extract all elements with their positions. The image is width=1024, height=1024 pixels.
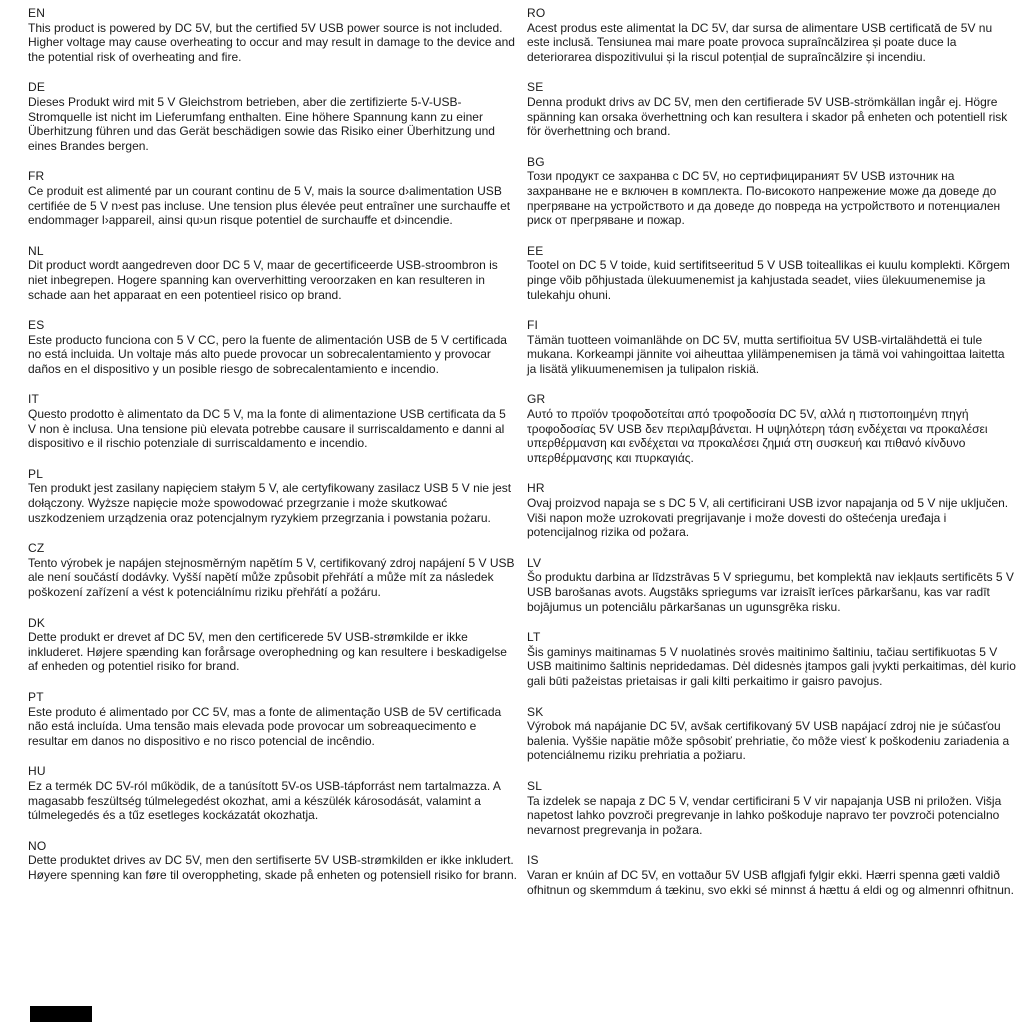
language-code-label: NO (28, 838, 47, 853)
language-section-no (28, 839, 517, 883)
language-code-label: ES (28, 318, 45, 333)
language-code-label: IT (28, 392, 40, 407)
language-section-hr (527, 481, 1016, 539)
warning-text: Tento výrobek je napájen stejnosměrným napětím 5 V, certifikovaný zdroj napájení 5 V USB ale není součástí dodávky. Vyšší napětí může způsobit přehřátí a může mít za následek poškození zařízení a vést k potenciálnímu riziku přehřátí a požáru. (28, 555, 515, 599)
language-code-label: DK (28, 615, 46, 630)
warning-text: Acest produs este alimentat la DC 5V, dar sursa de alimentare USB certificată de 5V nu este inclusă. Tensiunea mai mare poate provoca supraîncălzirea și poate duce la deteriorarea dispozitivului și la riscul potențial de supraîncălzire și incendiu. (527, 20, 993, 64)
warning-text: This product is powered by DC 5V, but the certified 5V USB power source is not included. Higher voltage may cause overheating to occur and may result in damage to the device and the potential risk of overheating and fire. (28, 20, 515, 64)
language-section-nl (28, 244, 517, 302)
language-code-label: SE (527, 80, 544, 95)
language-section-pt (28, 690, 517, 748)
language-code-label: SL (527, 778, 543, 793)
warning-text: Този продукт се захранва с DC 5V, но сертифицираният 5V USB източник на захранване не е включен в комплекта. По-високото напрежение може да доведе до прегряване на устройството и да доведе до повреда на устройството и потенциален риск от прегряване и пожар. (527, 169, 1001, 228)
language-code-label: EE (527, 243, 544, 258)
warning-text: Questo prodotto è alimentato da DC 5 V, ma la fonte di alimentazione USB certificata da 5 V non è inclusa. Una tensione più elevata potrebbe causare il surriscaldamento e danni al dispositivo e il rischio potenziale di surriscaldamento e incendio. (28, 407, 506, 451)
language-section-hu (28, 764, 517, 822)
warning-text: Ten produkt jest zasilany napięciem stałym 5 V, ale certyfikowany zasilacz USB 5 V nie jest dołączony. Wyższe napięcie może spowodować przegrzanie i może skutkować uszkodzeniem urządzenia oraz potencjalnym ryzykiem przegrzania i powstania pożaru. (28, 481, 512, 525)
language-section-dk (28, 616, 517, 674)
column-right (527, 6, 1016, 913)
warning-text: Výrobok má napájanie DC 5V, avšak certifikovaný 5V USB napájací zdroj nie je súčasťou balenia. Vyššie napätie môže spôsobiť prehriatie, čo môže viesť k poškodeniu zariadenia a potenciálnemu riziku prehriatia a požiaru. (527, 719, 1010, 763)
column-left (28, 6, 517, 913)
warning-text: Dit product wordt aangedreven door DC 5 V, maar de gecertificeerde USB-stroombron is niet inbegrepen. Hogere spanning kan oververhitting veroorzaken en kan resulteren in schade aan het apparaat en een potentieel risico op brand. (28, 258, 498, 302)
language-code-label: IS (527, 853, 539, 868)
warning-text: Dette produkt er drevet af DC 5V, men den certificerede 5V USB-strømkilde er ikke inkluderet. Højere spænding kan forårsage overophedning og kan resultere i beskadigelse af enheden og potentiel risiko for brand. (28, 630, 507, 674)
language-section-de (28, 80, 517, 153)
language-section-fr (28, 169, 517, 227)
language-section-se (527, 80, 1016, 138)
language-section-cz (28, 541, 517, 599)
warning-text: Tootel on DC 5 V toide, kuid sertifitseeritud 5 V USB toiteallikas ei kuulu komplekti. Kõrgem pinge võib põhjustada ülekuumenemist ja kahjustada seadet, viies ülekuumenemise ja tulekahju ohuni. (527, 258, 1010, 302)
language-section-is (527, 853, 1016, 897)
language-section-bg (527, 155, 1016, 228)
warning-text: Ta izdelek se napaja z DC 5 V, vendar certificirani 5 V vir napajanja USB ni priložen. Višja napetost lahko povzroči pregrevanje in lahko poškoduje napravo ter povzroči potencialno nevarnost pregrevanja in požara. (527, 793, 1002, 837)
language-section-ee (527, 244, 1016, 302)
language-code-label: HR (527, 481, 545, 496)
language-section-lt (527, 630, 1016, 688)
language-section-it (28, 392, 517, 450)
language-section-es (28, 318, 517, 376)
language-code-label: LV (527, 555, 542, 570)
page-marker (30, 1006, 92, 1022)
language-section-en (28, 6, 517, 64)
language-code-label: EN (28, 6, 46, 20)
warning-text: Este producto funciona con 5 V CC, pero la fuente de alimentación USB de 5 V certificada no está incluida. Un voltaje más alto puede provocar un sobrecalentamiento y provocar daños en el dispositivo y un posible riesgo de sobrecalentamiento e incendio. (28, 332, 507, 376)
language-section-gr (527, 392, 1016, 465)
language-code-label: FR (28, 169, 45, 184)
warning-text: Šis gaminys maitinamas 5 V nuolatinės srovės maitinimo šaltiniu, tačiau sertifikuotas 5 V USB maitinimo šaltinis nepridedamas. Dėl didesnės įtampos gali įvykti perkaitimas, dėl kurio gali būti pažeistas prietaisas ir gali kilti perkaitimo ir gaisro pavojus. (527, 644, 1016, 688)
language-code-label: FI (527, 318, 539, 333)
language-section-sk (527, 705, 1016, 763)
language-code-label: PL (28, 466, 44, 481)
warning-text: Tämän tuotteen voimanlähde on DC 5V, mutta sertifioitua 5V USB-virtalähdettä ei tule mukana. Korkeampi jännite voi aiheuttaa ylilämpenemisen ja tämä voi vahingoittaa laitetta ja lisätä ylikuumenemisen ja tulipalon riskiä. (527, 332, 1005, 376)
warning-text: Dette produktet drives av DC 5V, men den sertifiserte 5V USB-strømkilden er ikke inkludert. Høyere spenning kan føre til overoppheting, skade på enheten og potensiell risiko for brann. (28, 853, 517, 882)
language-code-label: DE (28, 80, 46, 95)
language-code-label: CZ (28, 541, 45, 556)
warning-text: Ez a termék DC 5V-ról működik, de a tanúsított 5V-os USB-tápforrást nem tartalmazza. A magasabb feszültség túlmelegedést okozhat, ami a készülék károsodását, valamint a túlmelegedés és a tűz esetleges kockázatát okozhatja. (28, 778, 501, 823)
warning-text: Ovaj proizvod napaja se s DC 5 V, ali certificirani USB izvor napajanja od 5 V nije uključen. Viši napon može uzrokovati pregrijavanje i može dovesti do oštećenja uređaja i potencijalnog rizika od požara. (527, 496, 1009, 540)
language-section-fi (527, 318, 1016, 376)
language-code-label: SK (527, 704, 544, 719)
language-code-label: BG (527, 154, 545, 169)
language-code-label: LT (527, 630, 541, 645)
language-code-label: HU (28, 764, 46, 779)
language-code-label: PT (28, 689, 44, 704)
warning-text: Dieses Produkt wird mit 5 V Gleichstrom betrieben, aber die zertifizierte 5-V-USB-Stromquelle ist nicht im Lieferumfang enthalten. Eine höhere Spannung kann zu einer Überhitzung führen und das Gerät beschädigen sowie das Risiko einer Überhitzung und eines Brandes bergen. (28, 94, 495, 153)
warning-text: Αυτό το προϊόν τροφοδοτείται από τροφοδοσία DC 5V, αλλά η πιστοποιημένη πηγή τροφοδοσίας 5V USB δεν περιλαμβάνεται. Η υψηλότερη τάση ενδέχεται να προκαλέσει υπερθέρμανση και ενδέχεται να προκαλέσει ζημιά στη συσκευή και πιθανό κίνδυνο υπερθέρμανσης και πυρκαγιάς. (527, 407, 988, 465)
warning-text: Ce produit est alimenté par un courant continu de 5 V, mais la source d›alimentation USB certifiée de 5 V n›est pas incluse. Une tension plus élevée peut entraîner une surchauffe et endommager l›appareil, ainsi qu›un risque potentiel de surchauffe et d›incendie. (28, 183, 511, 228)
warning-text: Este produto é alimentado por CC 5V, mas a fonte de alimentação USB de 5V certificada não está incluída. Uma tensão mais elevada pode provocar um sobreaquecimento e resultar em danos no dispositivo e no risco potencial de incêndio. (28, 704, 502, 748)
warning-text: Šo produktu darbina ar līdzstrāvas 5 V spriegumu, bet komplektā nav iekļauts sertificēts 5 V USB barošanas avots. Augstāks spriegums var izraisīt ierīces pārkaršanu, kas var radīt bojājumus un potenciālu pārkaršanas un ugunsgrēka risku. (527, 570, 1014, 614)
language-code-label: NL (28, 243, 44, 258)
language-section-ro (527, 6, 1016, 64)
language-section-lv (527, 556, 1016, 614)
warning-text: Denna produkt drivs av DC 5V, men den certifierade 5V USB-strömkällan ingår ej. Högre spänning kan orsaka överhettning och kan resultera i skador på enheten och potentiell risk för överhettning och brand. (527, 94, 1008, 139)
language-code-label: GR (527, 392, 546, 407)
language-section-sl (527, 779, 1016, 837)
language-code-label: RO (527, 6, 546, 20)
language-section-pl (28, 467, 517, 525)
warning-text: Varan er knúin af DC 5V, en vottaður 5V USB aflgjafi fylgir ekki. Hærri spenna gæti valdið ofhitnun og skemmdum á tækinu, svo ekki sé minnst á hættu á eldi og og almennri ofhitnun. (527, 867, 1014, 897)
